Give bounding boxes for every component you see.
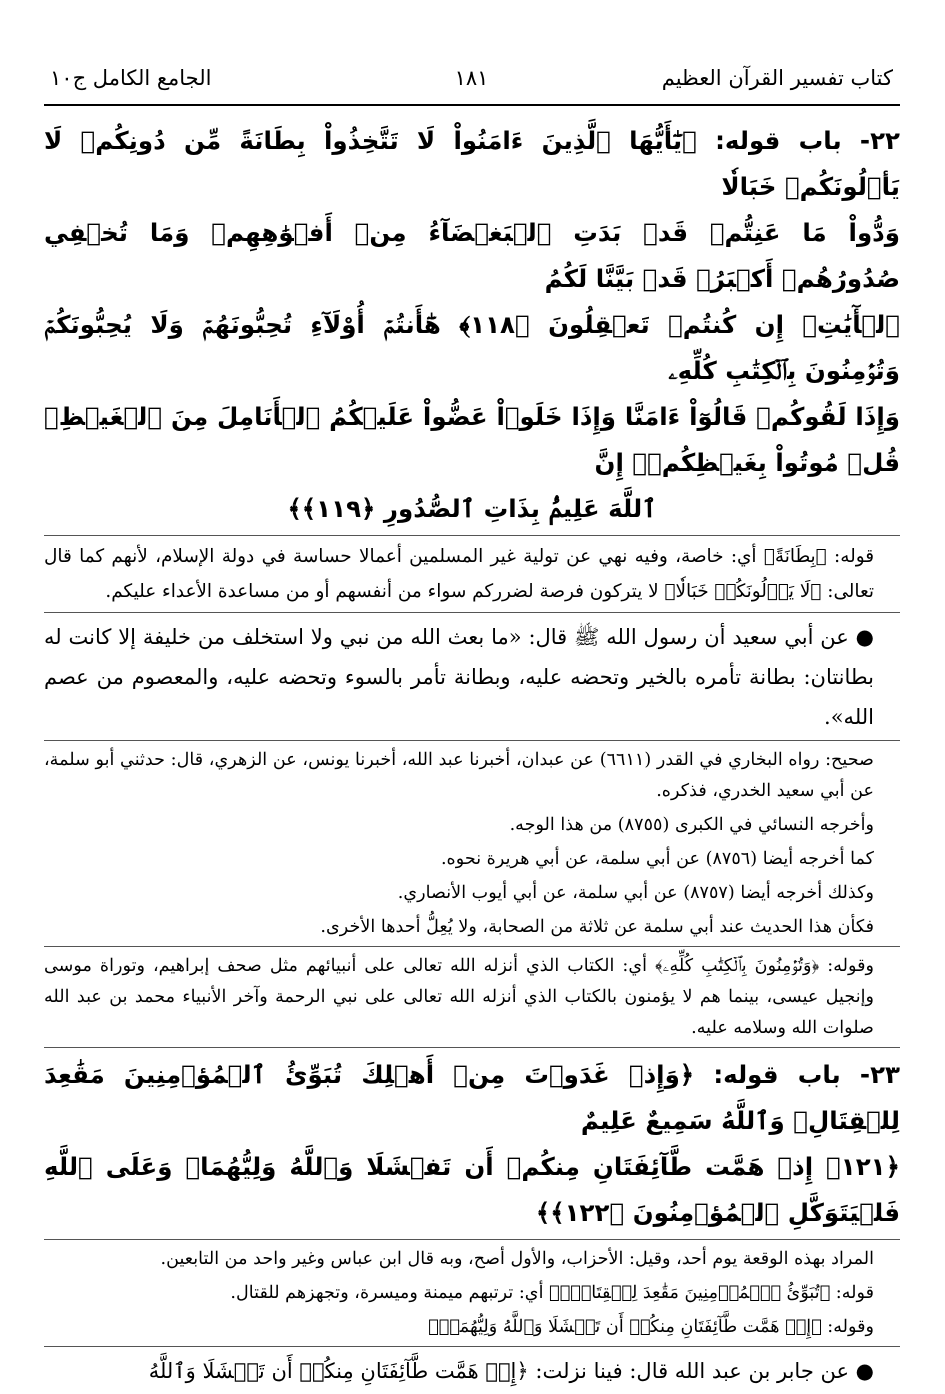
takhrij-paragraph: كما أخرجه أيضا (٨٧٥٦) عن أبي سلمة، عن أبي هريرة نحوه. <box>440 849 874 869</box>
verse-line: وَإِذَا لَقُوكُمۡ قَالُوٓاْ ءَامَنَّا وَإِذَا خَلَوۡاْ عَضُّواْ عَلَيۡكُمُ ٱلۡأَنَامِلَ مِنَ ٱلۡغَيۡظِۚ قُلۡ مُوتُواْ بِغَيۡظِكُمۡۗ إِنَّ <box>44 402 900 477</box>
section-divider <box>44 946 900 947</box>
verse-text: ﴿وَإِذۡ غَدَوۡتَ مِنۡ أَهۡلِكَ تُبَوِّئُ ٱلۡمُؤۡمِنِينَ مَقَٰعِدَ لِلۡقِتَالِۗ وَٱللَّهُ سَمِيعٌ عَلِيمٌ <box>44 1060 900 1135</box>
section-divider <box>44 740 900 741</box>
page-number: ١٨١ <box>454 66 489 90</box>
takhrij-paragraph: صحيح: رواه البخاري في القدر (٦٦١١) عن عبدان، أخبرنا عبد الله، أخبرنا يونس، عن الزهري، قال: حدثني أبو سلمة، عن أبي سعيد الخدري، فذكره. <box>44 750 874 801</box>
book-title: كتاب تفسير القرآن العظيم <box>661 66 893 90</box>
takhrij-paragraph: فكأن هذا الحديث عند أبي سلمة عن ثلاثة من الصحابة، ولا يُعِلُّ أحدها الأخرى. <box>320 917 874 937</box>
section-22-verse <box>44 118 900 532</box>
section-23-verse <box>44 1052 900 1236</box>
section-divider <box>44 1047 900 1048</box>
volume-title: الجامع الكامل ج١٠ <box>50 66 212 90</box>
hadith-text: ● عن أبي سعيد أن رسول الله ﷺ قال: «ما بعث الله من نبي ولا استخلف من خليفة إلا كانت له بطانتان: بطانة تأمره بالخير وتحضه عليه، وبطانة تأمر بالسوء وتحضه عليه، والمعصوم من عصم الله». <box>44 625 874 729</box>
section-divider <box>44 1346 900 1347</box>
section-divider <box>44 1239 900 1240</box>
hadith-text: ● عن جابر بن عبد الله قال: فينا نزلت: ﴿إِذۡ هَمَّت طَّآئِفَتَانِ مِنكُمۡ أَن تَفۡشَلَا وَٱللَّهُ <box>148 1359 874 1383</box>
commentary-paragraph: المراد بهذه الوقعة يوم أحد، وقيل: الأحزاب، والأول أصح، وبه قال ابن عباس وغير واحد من التابعين. <box>160 1249 874 1269</box>
commentary-paragraph: قوله: ﴿بِطَانَةً﴾ أي: خاصة، وفيه نهي عن تولية غير المسلمين أعمالا حساسة في دولة الإسلام، لأنهم كما قال تعالى: ﴿لَا يَأۡلُونَكُمۡ خَبَالٗا﴾ لا يتركون فرصة لضرركم سواء من أنفسهم أو من مساعدة الأعداء عليكم. <box>44 546 874 602</box>
verse-line <box>44 1052 900 1144</box>
verse-line: وَدُّواْ مَا عَنِتُّمۡ قَدۡ بَدَتِ ٱلۡبَغۡضَآءُ مِنۡ أَفۡوَٰهِهِمۡ وَمَا تُخۡفِي صُدُورُهُمۡ أَكۡبَرُۚ قَدۡ بَيَّنَّا لَكُمُ <box>44 218 900 293</box>
takhrij-paragraph: وكذلك أخرجه أيضا (٨٧٥٧) عن أبي سلمة، عن أبي أيوب الأنصاري. <box>397 883 874 903</box>
verse-line <box>44 118 900 210</box>
section-divider <box>44 612 900 613</box>
section-divider <box>44 535 900 536</box>
commentary-paragraph: وقوله: ﴿وَتُؤۡمِنُونَ بِٱلۡكِتَٰبِ كُلِّهِۦ﴾ أي: الكتاب الذي أنزله الله تعالى على أنبيائهم مثل صحف إبراهيم، وتوراة موسى وإنجيل عيسى، بينما هم لا يؤمنون بالكتاب الذي أنزله الله تعالى على نبي الرحمة وآخر الأنبياء محمد بن عبد الله صلوات الله وسلامه عليه. <box>44 956 874 1038</box>
commentary-paragraph: وقوله: ﴿إِذۡ هَمَّت طَّآئِفَتَانِ مِنكُمۡ أَن تَفۡشَلَا وَٱللَّهُ وَلِيُّهُمَاۗ﴾ <box>428 1317 874 1337</box>
section-23-title: ٢٣- باب قوله: <box>713 1060 900 1089</box>
header-rule <box>44 104 900 106</box>
page-content <box>44 118 900 1394</box>
takhrij-paragraph: وأخرجه النسائي في الكبرى (٨٧٥٥) من هذا الوجه. <box>509 815 874 835</box>
verse-line: ﴿١٢١﴾ إِذۡ هَمَّت طَّآئِفَتَانِ مِنكُمۡ أَن تَفۡشَلَا وَٱللَّهُ وَلِيُّهُمَاۗ وَعَلَى ٱللَّهِ فَلۡيَتَوَكَّلِ ٱلۡمُؤۡمِنُونَ ﴿١٢٢﴾﴾ <box>44 1152 900 1227</box>
verse-text: ﴿يَٰٓأَيُّهَا ٱلَّذِينَ ءَامَنُواْ لَا تَتَّخِذُواْ بِطَانَةً مِّن دُونِكُمۡ لَا يَأۡلُونَكُمۡ خَبَالٗا <box>44 126 900 201</box>
page-header <box>50 62 893 102</box>
verse-line: ٱلۡأٓيَٰتِۖ إِن كُنتُمۡ تَعۡقِلُونَ ﴿١١٨﴾ هَٰٓأَنتُمۡ أُوْلَآءِ تُحِبُّونَهُمۡ وَلَا يُحِبُّونَكُمۡ وَتُؤۡمِنُونَ بِٱلۡكِتَٰبِ كُلِّهِۦ <box>44 310 900 385</box>
commentary-paragraph: قوله: ﴿تُبَوِّئُ ٱلۡمُؤۡمِنِينَ مَقَٰعِدَ لِلۡقِتَالِۗ﴾ أي: ترتبهم ميمنة وميسرة، وتجهزهم للقتال. <box>230 1283 874 1303</box>
section-22-title: ٢٢- باب قوله: <box>715 126 900 155</box>
verse-line: ٱللَّهَ عَلِيمُۢ بِذَاتِ ٱلصُّدُورِ ﴿١١٩﴾﴾ <box>287 494 657 523</box>
